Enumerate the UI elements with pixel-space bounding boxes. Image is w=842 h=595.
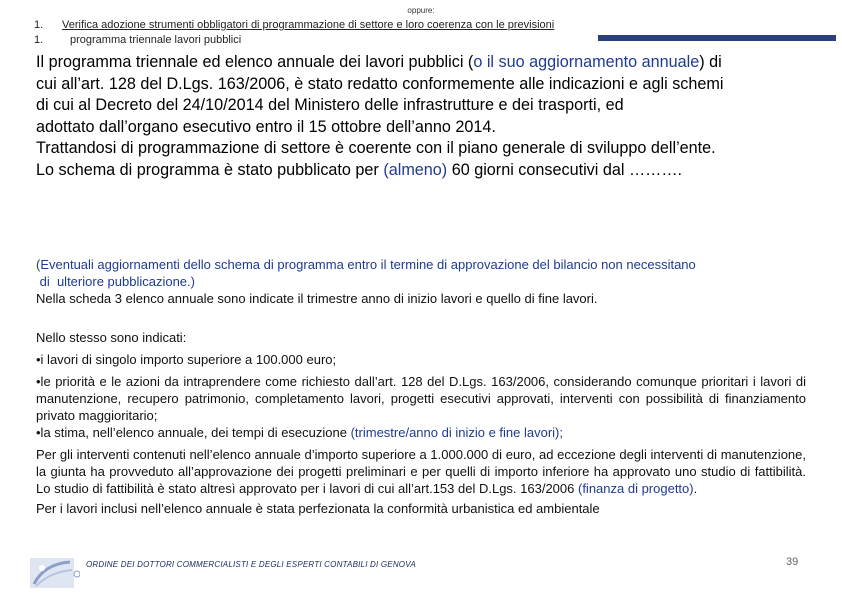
- main-line-6-text: Lo schema di programma è stato pubblicato per: [36, 160, 384, 179]
- main-line-5: Trattandosi di programmazione di settore è coerente con il piano generale di sviluppo dell’ente.: [36, 139, 716, 157]
- note-line-2: di ulteriore pubblicazione.): [36, 274, 195, 289]
- org-logo-icon: [30, 556, 80, 590]
- paragraph-interventions-text: Per gli interventi contenuti nell’elenco annuale d’importo superiore a 1.000.000 di euro, ad eccezione degli interventi di manutenzione, la giunta ha provveduto all’approvazione dei progetti preliminari e per quelli di importo inferiore ha approvato uno studio di fattibilità. Lo studio di fattibilità è stato altresì approvato per i lavori di cui all’art.153 del D.Lgs. 163/2006: [36, 447, 806, 496]
- paragraph-interventions: [36, 446, 806, 497]
- org-name: ORDINE DEI DOTTORI COMMERCIALISTI E DEGLI ESPERTI CONTABILI DI GENOVA: [86, 560, 416, 569]
- main-line-1: [36, 52, 816, 74]
- indicated-intro: Nello stesso sono indicati:: [36, 330, 187, 345]
- main-line-3: di cui al Decreto del 24/10/2014 del Ministero delle infrastrutture e dei trasporti, ed: [36, 96, 624, 114]
- bullet-3-blue: (trimestre/anno di inizio e fine lavori);: [350, 425, 563, 440]
- project-finance-phrase: (finanza di progetto): [577, 481, 694, 496]
- paragraph-conformity: Per i lavori inclusi nell’elenco annuale è stata perfezionata la conformità urbanistica ed ambientale: [36, 501, 600, 516]
- header-divider-bar: [598, 35, 836, 41]
- main-line-1-end: ) di: [699, 53, 722, 71]
- bullet-3-text: •la stima, nell’elenco annuale, dei tempi di esecuzione: [36, 425, 351, 440]
- bullet-1: •i lavori di singolo importo superiore a 100.000 euro;: [36, 352, 337, 367]
- main-line-6: [36, 160, 816, 182]
- main-line-2: cui all’art. 128 del D.Lgs. 163/2006, è stato redatto conformemente alle indicazioni e agli schemi: [36, 74, 724, 93]
- main-line-6-end: 60 giorni consecutivi dal ……….: [447, 160, 683, 179]
- main-line-4: adottato dall’organo esecutivo entro il 15 ottobre dell’anno 2014.: [36, 117, 496, 136]
- header-item-number-1: 1.: [34, 19, 44, 31]
- annual-update-phrase: o il suo aggiornamento annuale: [473, 53, 700, 71]
- note-line-3: Nella scheda 3 elenco annuale sono indicate il trimestre anno di inizio lavori e quello di fine lavori.: [36, 291, 598, 306]
- indicated-list: [36, 329, 806, 517]
- bullet-3: [36, 424, 806, 441]
- main-line-1-text: Il programma triennale ed elenco annuale dei lavori pubblici (: [36, 53, 474, 71]
- note-line-1: (Eventuali aggiornamenti dello schema di programma entro il termine di approvazione del bilancio non necessitano: [36, 257, 696, 272]
- note-block: [36, 256, 806, 307]
- page-number: 39: [786, 556, 799, 568]
- header-item-1: Verifica adozione strumenti obbligatori di programmazione di settore e loro coerenza con le previsioni: [62, 19, 555, 31]
- oppure-label: oppure:: [407, 6, 435, 15]
- bullet-2: •le priorità e le azioni da intraprendere come richiesto dall’art. 128 del D.Lgs. 163/2006, considerando comunque prioritari i lavori di manutenzione, recupero patrimonio, completamento lavori, progetti esecutivi approvati, interventi con possibilità di finanziamento privato maggioritario;: [36, 374, 806, 423]
- paragraph-interventions-end: .: [693, 481, 698, 496]
- main-paragraph: [36, 52, 816, 181]
- almeno-phrase: (almeno): [383, 160, 448, 179]
- header-item-number-2: 1.: [34, 34, 44, 46]
- header-item-2: programma triennale lavori pubblici: [70, 34, 242, 46]
